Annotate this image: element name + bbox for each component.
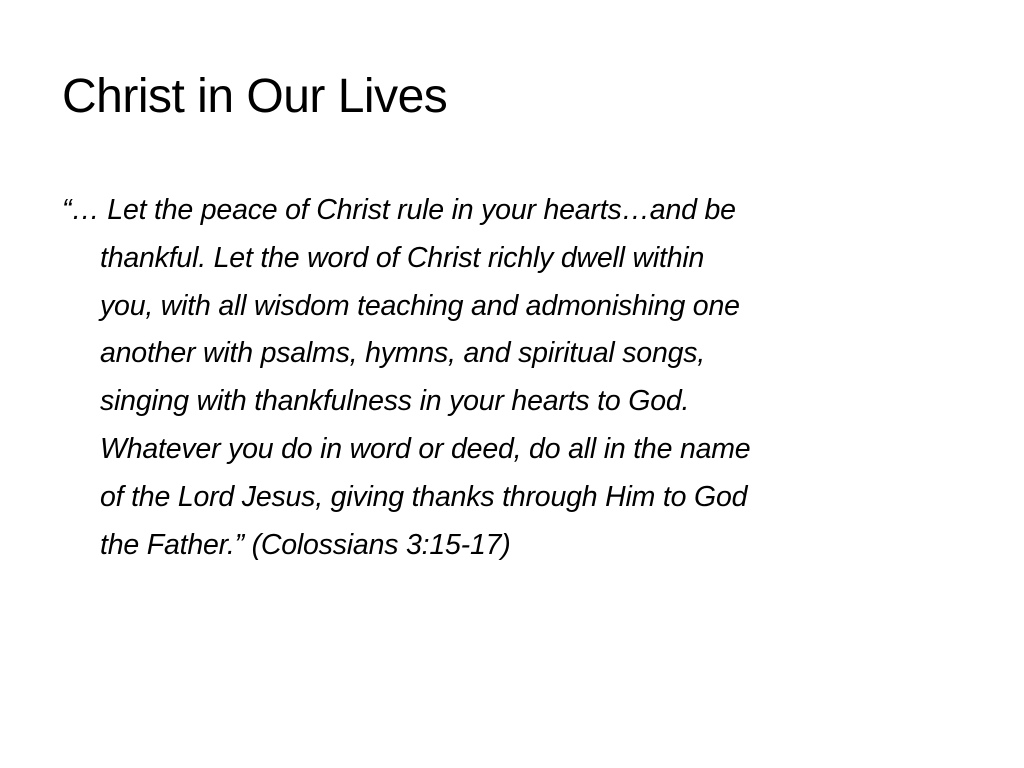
slide-title: Christ in Our Lives [62,70,448,123]
quote-line: Whatever you do in word or deed, do all in the name [100,432,751,465]
quote-line: of the Lord Jesus, giving thanks through Him to God [100,480,748,513]
quote-line: singing with thankfulness in your hearts to God. [100,385,690,418]
quote-line: thankful. Let the word of Christ richly dwell within [100,241,705,274]
quote-line: another with psalms, hymns, and spiritual songs, [100,337,706,370]
quote-line: “… Let the peace of Christ rule in your hearts…and be [62,194,736,226]
quote-line: you, with all wisdom teaching and admonishing one [100,289,740,322]
scripture-quote [62,187,962,569]
slide-body [62,187,962,569]
quote-line: the Father.” (Colossians 3:15-17) [100,528,511,561]
